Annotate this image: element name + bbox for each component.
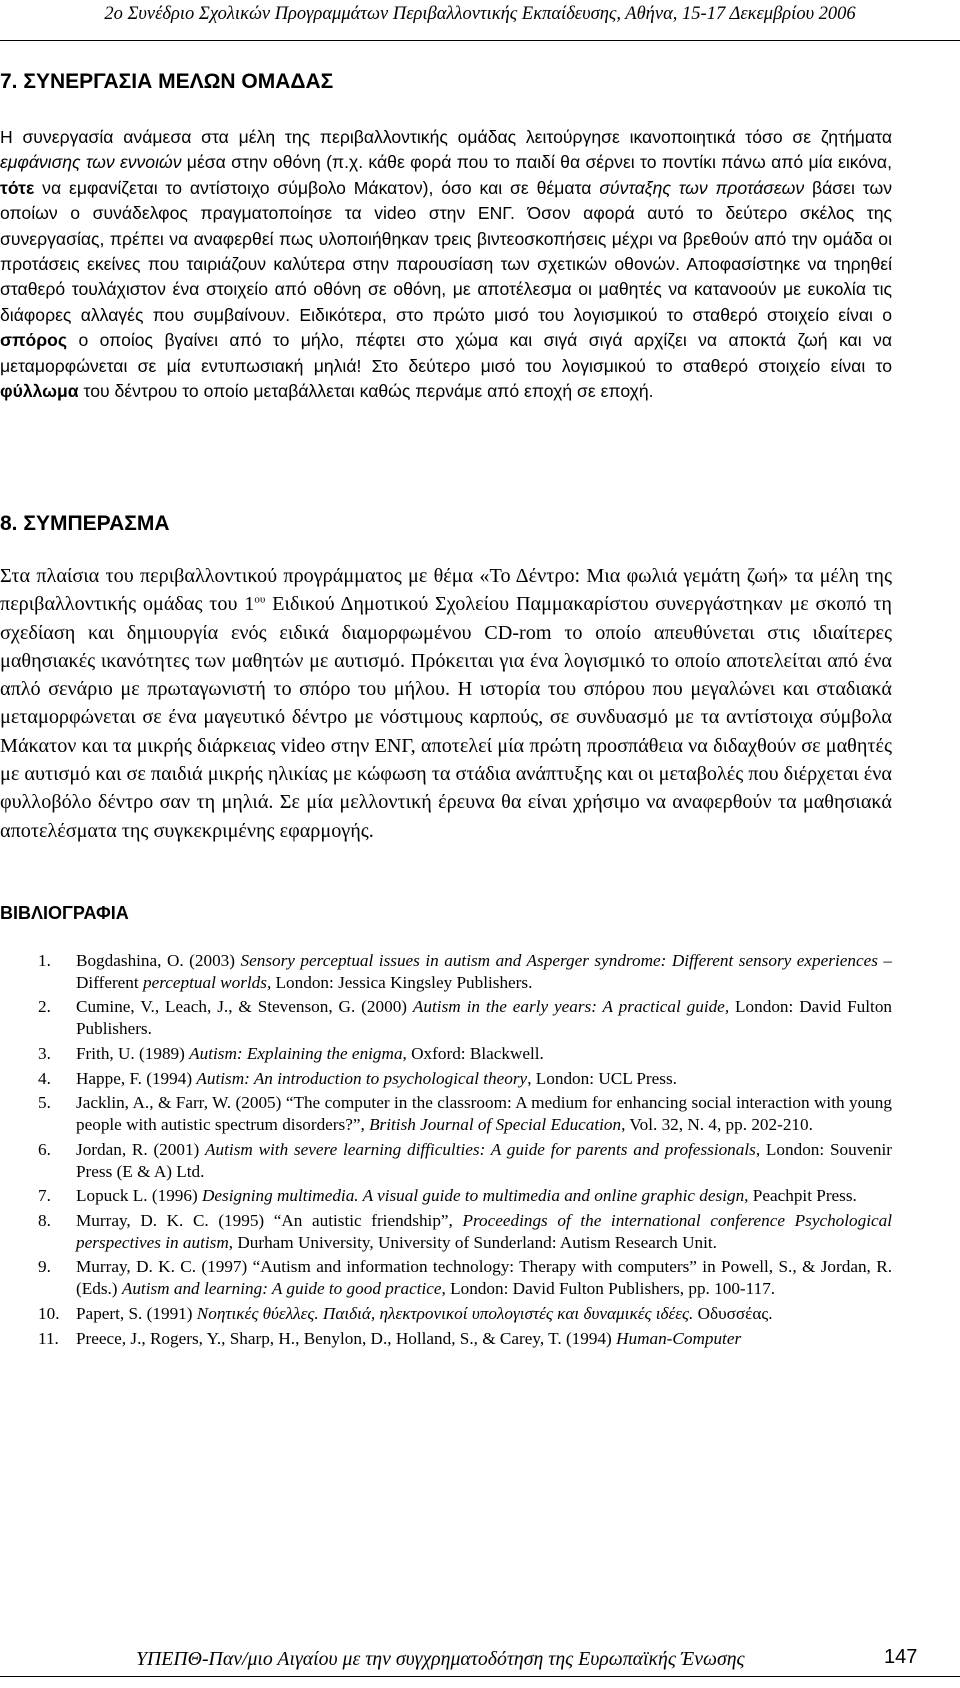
- text-run: του δέντρου το οποίο μεταβάλλεται καθώς περνάμε από εποχή σε εποχή.: [78, 381, 654, 402]
- reference-text-italic: Autism and learning: A guide to good practice: [121, 1279, 442, 1299]
- text-run: να εμφανίζεται το αντίστοιχο σύμβολο Μάκατον), όσο και σε θέματα: [34, 177, 600, 198]
- reference-text: Preece, J., Rogers, Y., Sharp, H., Benylon, D., Holland, S., & Carey, T. (1994): [76, 1328, 617, 1348]
- reference-number: 7.: [38, 1186, 51, 1206]
- reference-number: 9.: [38, 1257, 51, 1277]
- reference-text: Jordan, R. (2001): [76, 1139, 206, 1159]
- running-header: 2ο Συνέδριο Σχολικών Προγραμμάτων Περιβαλλοντικής Εκπαίδευσης, Αθήνα, 15-17 Δεκεμβρίου 2006: [104, 4, 856, 24]
- footer-rule: [0, 1676, 960, 1677]
- reference-text-italic: Autism: Explaining the enigma: [189, 1043, 403, 1063]
- text-run-bold: τότε: [0, 177, 35, 198]
- reference-number: 11.: [38, 1328, 59, 1348]
- reference-item: [0, 1139, 892, 1183]
- text-run: βάσει των οποίων ο συνάδελφος πραγματοποίησε τα video στην ΕΝΓ. Όσον αφορά αυτό το δεύτερο σκέλος της συνεργασίας, πρέπει να αναφερθεί πως υλοποιήθηκαν τρεις βιντεοσκοπήσεις μέχρι να βρεθούν από την ομάδα οι προτάσεις εκείνες που ταιριάζουν καλύτερα στην παρουσίαση των σχετικών οθονών. Αποφασίστηκε να τηρηθεί σταθερό τουλάχιστον ένα στοιχείο από οθόνη σε οθόνη, με αποτέλεσμα οι μαθητές να κατανοούν με ευκολία τις διάφορες αλλαγές που συμβαίνουν. Ειδικότερα, στο πρώτο μισό του λογισμικού το σταθερό στοιχείο είναι ο: [0, 177, 892, 325]
- reference-item: [0, 996, 892, 1040]
- text-run-bold: σπόρος: [0, 330, 68, 351]
- reference-item: [0, 1068, 892, 1090]
- reference-text-italic: Νοητικές θύελλες. Παιδιά, ηλεκτρονικοί υπολογιστές και δυναμικές ιδέες.: [196, 1303, 694, 1323]
- reference-text-italic: Autism: An introduction to psychological theory: [196, 1068, 528, 1088]
- reference-text-italic: Proceedings of the international conference Psychological perspectives in autism: [76, 1211, 893, 1252]
- reference-text-italic: Human-Computer: [616, 1328, 742, 1348]
- text-run: ο οποίος βγαίνει από το μήλο, πέφτει στο χώμα και σιγά σιγά αρχίζει να αποκτά ζωή και να μεταμορφώνεται σε μία εντυπωσιακή μηλιά! Στο δεύτερο μισό του λογισμικού το σταθερό στοιχείο είναι το: [0, 330, 892, 376]
- text-run-italic: εμφάνισης των εννοιών: [0, 152, 182, 173]
- reference-number: 10.: [38, 1303, 60, 1323]
- reference-text: Murray, D. K. C. (1997) “Autism and information technology: Therapy with computers” in Powell, S., & Jordan, R. (Eds.): [76, 1257, 892, 1299]
- reference-text: Different: [76, 972, 143, 992]
- section-8-title: 8. ΣΥΜΠΕΡΑΣΜΑ: [0, 512, 170, 535]
- bibliography-title: ΒΙΒΛΙΟΓΡΑΦΙΑ: [0, 903, 129, 923]
- text-run: Στα πλαίσια του περιβαλλοντικού προγράμματος με θέμα «Το Δέντρο: Μια φωλιά γεμάτη ζωή» τα μέλη της περιβαλλοντικής ομάδας του 1: [0, 565, 892, 616]
- reference-text: Happe, F. (1994): [76, 1068, 197, 1088]
- reference-text: , London: Souvenir Press (E & A) Ltd.: [76, 1139, 893, 1181]
- section-7-paragraph: [0, 125, 892, 404]
- reference-number: 3.: [38, 1043, 51, 1063]
- text-run: Ειδικού Δημοτικού Σχολείου Παμμακαρίστου συνεργάστηκαν με σκοπό τη σχεδίαση και δημιουργία ενός ειδικά διαμορφωμένου CD-rom το οποίο απευθύνεται στις ιδιαίτερες μαθησιακές ικανότητες των μαθητών με αυτισμό. Πρόκειται για ένα λογισμικό το οποίο αποτελείται από ένα απλό σενάριο με πρωταγωνιστή το σπόρο του μήλου. Η ιστορία του σπόρου που μεγαλώνει και σταδιακά μεταμορφώνεται σε ένα μαγευτικό δέντρο με νόστιμους καρπούς, σε συνδυασμό με τα αντίστοιχα σύμβολα Μάκατον και τα μικρής διάρκειας video στην ΕΝΓ, αποτελεί μία πρώτη προσπάθεια να διδαχθούν σε μαθητές με αυτισμό και σε παιδιά μικρής ηλικίας με κώφωση τα στάδια ανάπτυξης και οι μεταβολές που διέρχεται ένα φυλλοβόλο δέντρο σαν τη μηλιά. Σε μία μελλοντική έρευνα θα είναι χρήσιμο να αναφερθούν τα μαθησιακά αποτελέσματα της συγκεκριμένης εφαρμογής.: [0, 593, 892, 842]
- reference-text: , Oxford: Blackwell.: [402, 1043, 544, 1063]
- reference-text: Papert, S. (1991): [76, 1303, 197, 1323]
- reference-text: , London: David Fulton Publishers, pp. 100-117.: [441, 1279, 776, 1299]
- text-run: Η συνεργασία ανάμεσα στα μέλη της περιβαλλοντικής ομάδας λειτούργησε ικανοποιητικά τόσο σε ζητήματα: [0, 127, 892, 147]
- reference-item: [0, 1043, 892, 1065]
- reference-text: Jacklin, A., & Farr, W. (2005) “The computer in the classroom: A medium for enhancing social interaction with young people with autistic spectrum disorders?”,: [76, 1093, 892, 1135]
- reference-item: [0, 1092, 892, 1136]
- text-run-bold: φύλλωμα: [0, 381, 79, 402]
- reference-item: [0, 1328, 892, 1350]
- reference-number: 2.: [38, 997, 51, 1017]
- text-run-italic: σύνταξης των προτάσεων: [599, 177, 805, 198]
- reference-list: [0, 950, 892, 1352]
- reference-number: 6.: [38, 1139, 51, 1159]
- reference-text: Cumine, V., Leach, J., & Stevenson, G. (2000): [76, 997, 413, 1017]
- reference-item: [0, 1185, 892, 1207]
- reference-text: London: Jessica Kingsley Publishers.: [271, 972, 533, 992]
- reference-text-italic: Autism in the early years: A practical guide,: [412, 997, 730, 1017]
- reference-text-italic: perceptual worlds,: [142, 972, 272, 992]
- reference-text: Peachpit Press.: [748, 1186, 857, 1206]
- reference-text: Bogdashina, O. (2003): [76, 951, 241, 970]
- header-rule: [0, 40, 960, 41]
- reference-text: London: David Fulton Publishers.: [76, 997, 893, 1039]
- reference-number: 5.: [38, 1093, 51, 1113]
- reference-text: Frith, U. (1989): [76, 1043, 190, 1063]
- reference-text: , Vol. 32, N. 4, pp. 202-210.: [621, 1115, 813, 1135]
- section-8-paragraph: [0, 562, 892, 845]
- reference-text: Murray, D. K. C. (1995) “An autistic friendship”,: [76, 1211, 463, 1230]
- page-number: 147: [884, 1646, 918, 1668]
- reference-number: 4.: [38, 1068, 51, 1088]
- reference-text: Οδυσσέας.: [693, 1303, 773, 1323]
- reference-text-italic: British Journal of Special Education: [369, 1115, 622, 1135]
- reference-item: [0, 1303, 892, 1325]
- reference-text-italic: Designing multimedia. A visual guide to multimedia and online graphic design,: [202, 1186, 749, 1206]
- reference-text: Lopuck L. (1996): [76, 1186, 203, 1206]
- reference-text: , Durham University, University of Sunderland: Autism Research Unit.: [228, 1232, 717, 1252]
- superscript: ου: [254, 593, 266, 606]
- reference-item: [0, 1210, 892, 1254]
- reference-number: 8.: [38, 1211, 51, 1230]
- running-footer: ΥΠΕΠΘ-Παν/μιο Αιγαίου με την συγχρηματοδότηση της Ευρωπαϊκής Ένωσης: [136, 1648, 745, 1670]
- section-7-title: 7. ΣΥΝΕΡΓΑΣΙΑ ΜΕΛΩΝ ΟΜΑΔΑΣ: [0, 70, 334, 93]
- reference-item: [0, 1256, 892, 1300]
- text-run: μέσα στην οθόνη (π.χ. κάθε φορά που το παιδί θα σέρνει το ποντίκι πάνω από μία εικόνα,: [181, 152, 892, 173]
- reference-text-italic: Sensory perceptual issues in autism and Asperger syndrome: Different sensory experiences –: [240, 951, 892, 970]
- reference-text-italic: Autism with severe learning difficulties: A guide for parents and professionals: [205, 1139, 756, 1159]
- reference-number: 1.: [38, 951, 51, 970]
- reference-item: [0, 950, 892, 994]
- reference-text: , London: UCL Press.: [527, 1068, 677, 1088]
